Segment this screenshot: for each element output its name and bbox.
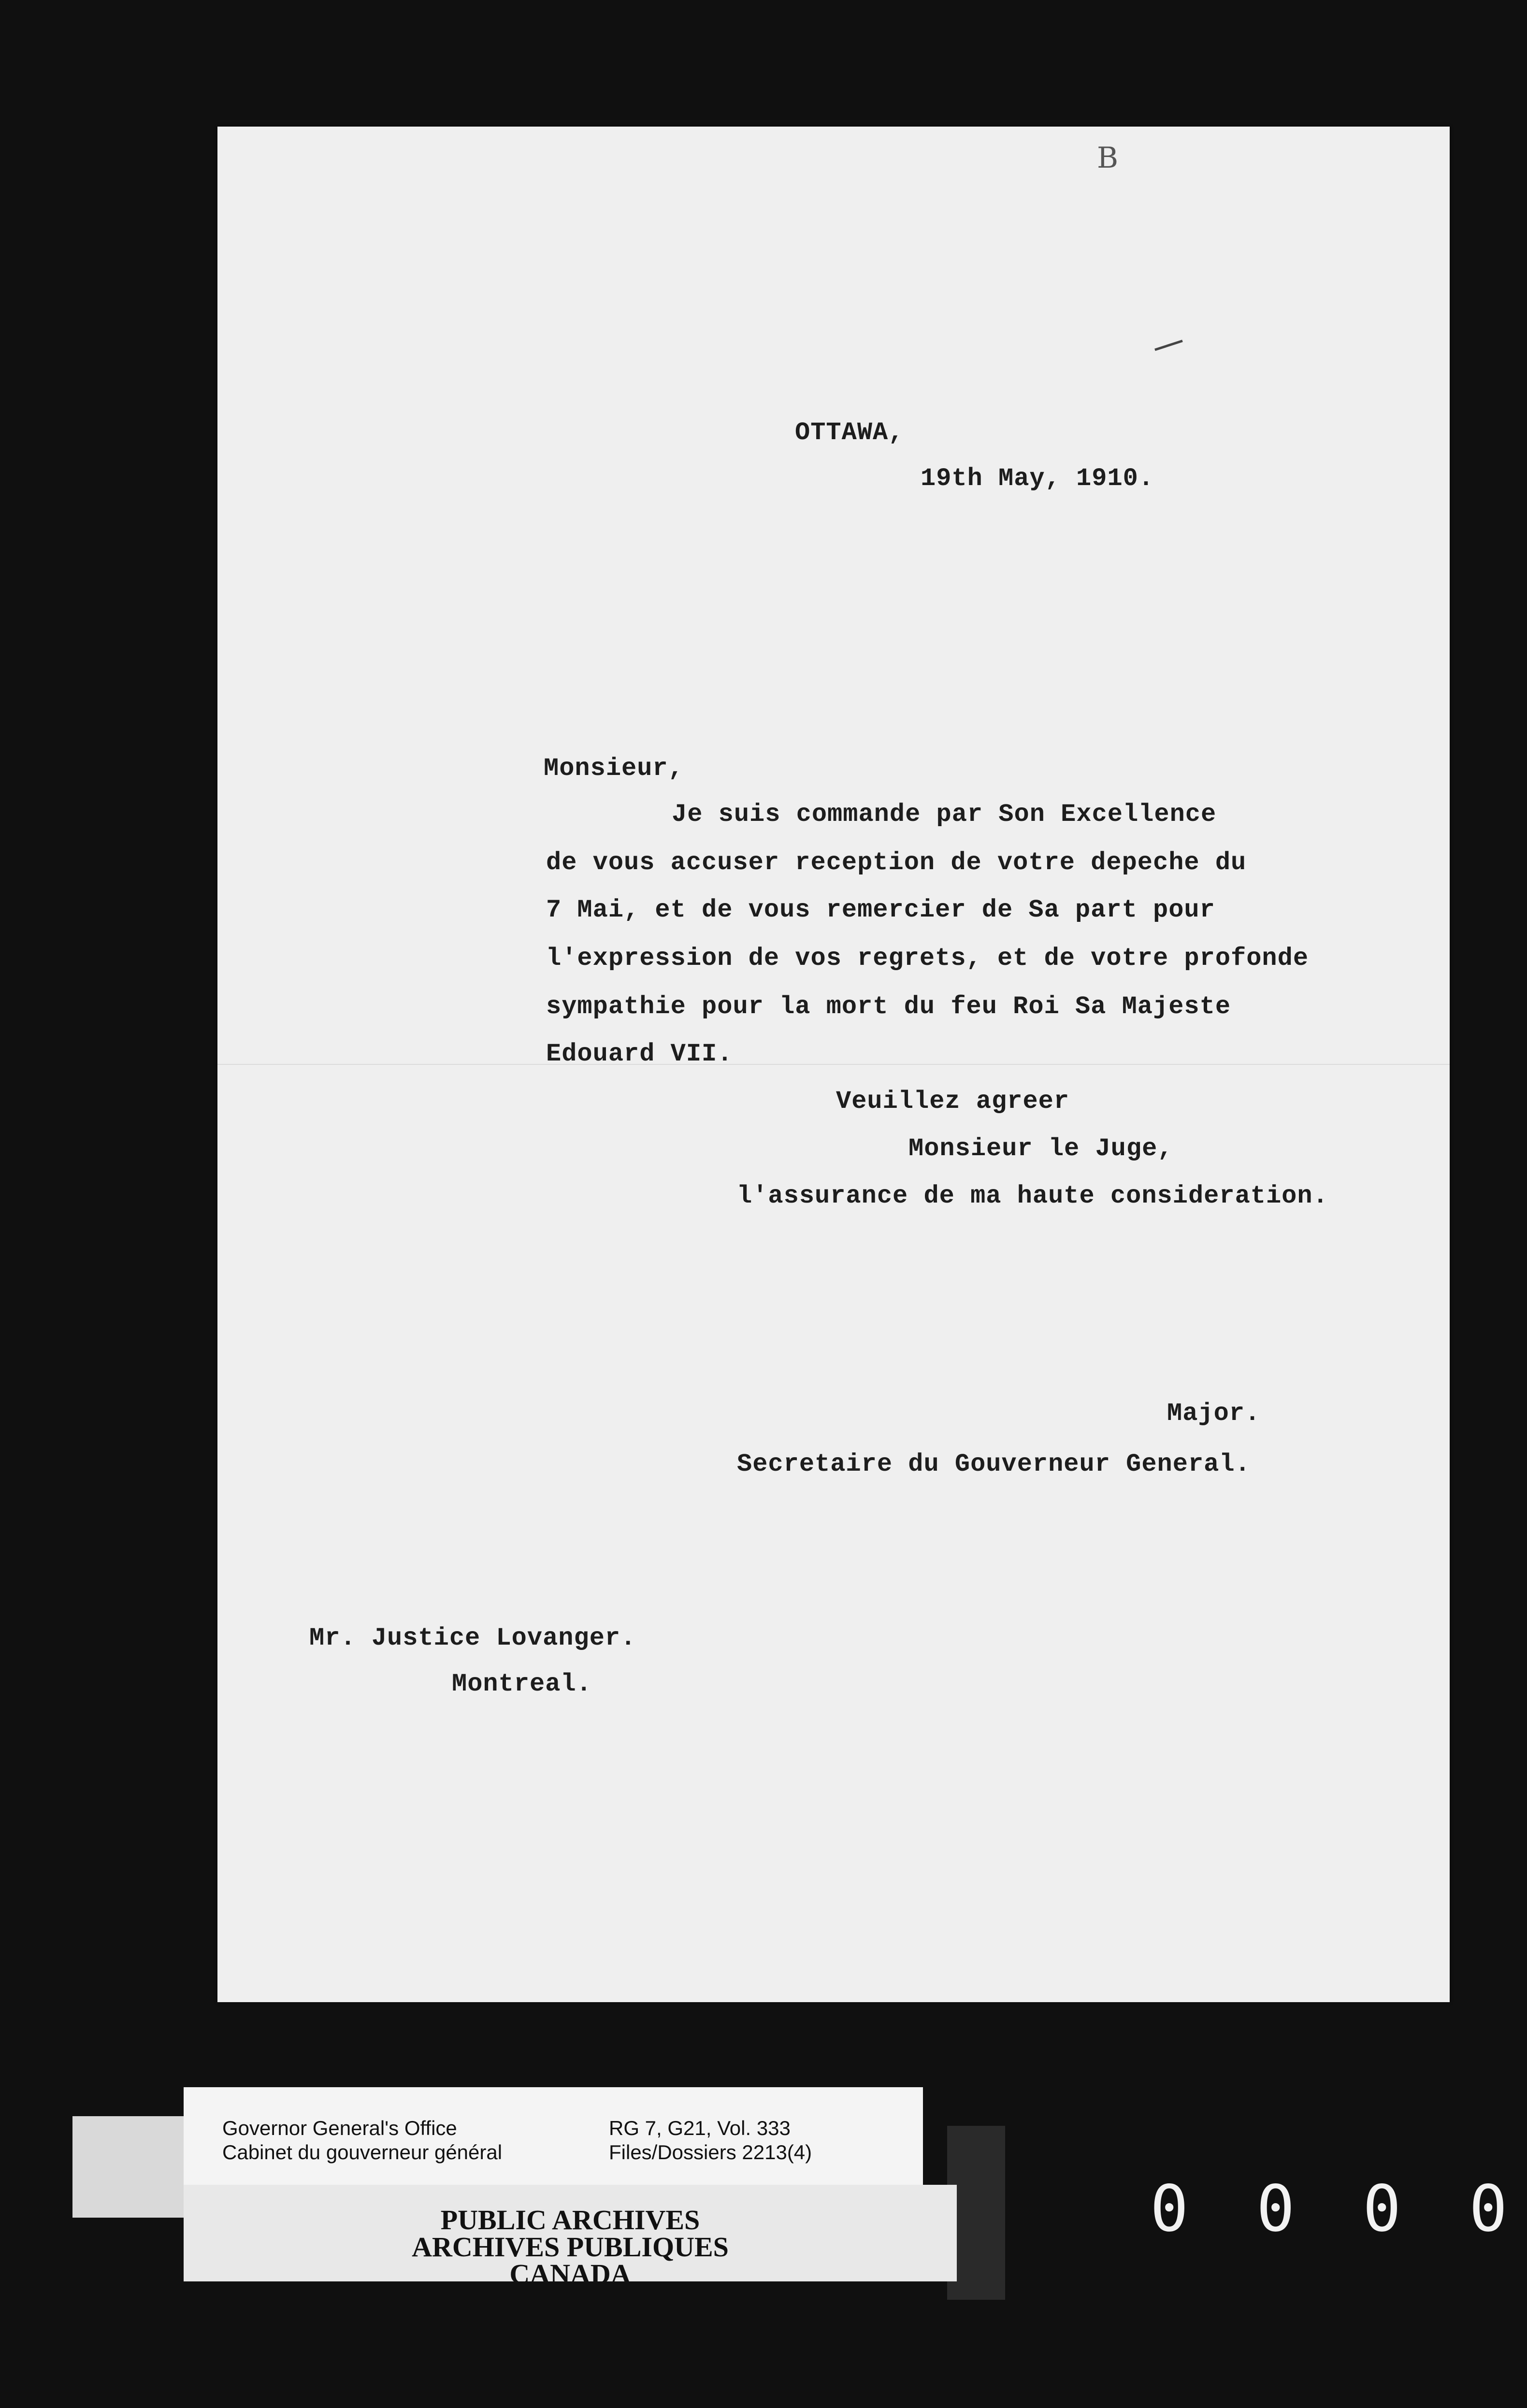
frame-digit-1: 0 (1150, 2172, 1189, 2246)
body-line-2: de vous accuser reception de votre depeche du (546, 848, 1247, 877)
letter-date: 19th May, 1910. (921, 464, 1154, 493)
office-english: Governor General's Office (222, 2117, 457, 2139)
signature-rank: Major. (1167, 1399, 1261, 1428)
addressee-city: Montreal. (452, 1670, 592, 1698)
body-line-1: Je suis commande par Son Excellence (672, 800, 1217, 829)
signature-title: Secretaire du Gouverneur General. (737, 1450, 1251, 1478)
letter-page (217, 127, 1450, 2002)
office-french: Cabinet du gouverneur général (222, 2141, 503, 2164)
reference-numbers (609, 2116, 812, 2164)
frame-digit-2: 0 (1256, 2172, 1295, 2246)
closing-line-2: Monsieur le Juge, (908, 1134, 1173, 1163)
closing-line-1: Veuillez agreer (836, 1087, 1070, 1116)
page-fold-line (217, 1064, 1450, 1065)
archive-stamp-text (184, 2204, 957, 2290)
closing-line-3: l'assurance de ma haute consideration. (737, 1182, 1328, 1210)
stamp-line-1: PUBLIC ARCHIVES (440, 2204, 700, 2236)
frame-digit-4: 0 (1469, 2172, 1508, 2246)
file-reference: Files/Dossiers 2213(4) (609, 2141, 812, 2164)
stamp-line-3: CANADA (509, 2258, 631, 2290)
frame-digit-3: 0 (1363, 2172, 1401, 2246)
archive-reference-label (184, 2087, 923, 2185)
record-group-reference: RG 7, G21, Vol. 333 (609, 2117, 791, 2139)
body-line-4: l'expression de vos regrets, et de votre profonde (546, 944, 1309, 973)
tape-strip-left (72, 2116, 184, 2218)
office-names (222, 2116, 502, 2164)
stamp-line-2: ARCHIVES PUBLIQUES (412, 2231, 729, 2263)
body-line-5: sympathie pour la mort du feu Roi Sa Majeste (546, 992, 1231, 1021)
corner-mark: B (1097, 141, 1119, 175)
addressee-name: Mr. Justice Lovanger. (309, 1624, 636, 1652)
letter-salutation: Monsieur, (544, 754, 684, 783)
body-line-3: 7 Mai, et de vous remercier de Sa part pour (546, 896, 1215, 924)
body-line-6: Edouard VII. (546, 1040, 733, 1068)
letter-place: OTTAWA, (795, 418, 904, 447)
archive-stamp (184, 2185, 957, 2290)
